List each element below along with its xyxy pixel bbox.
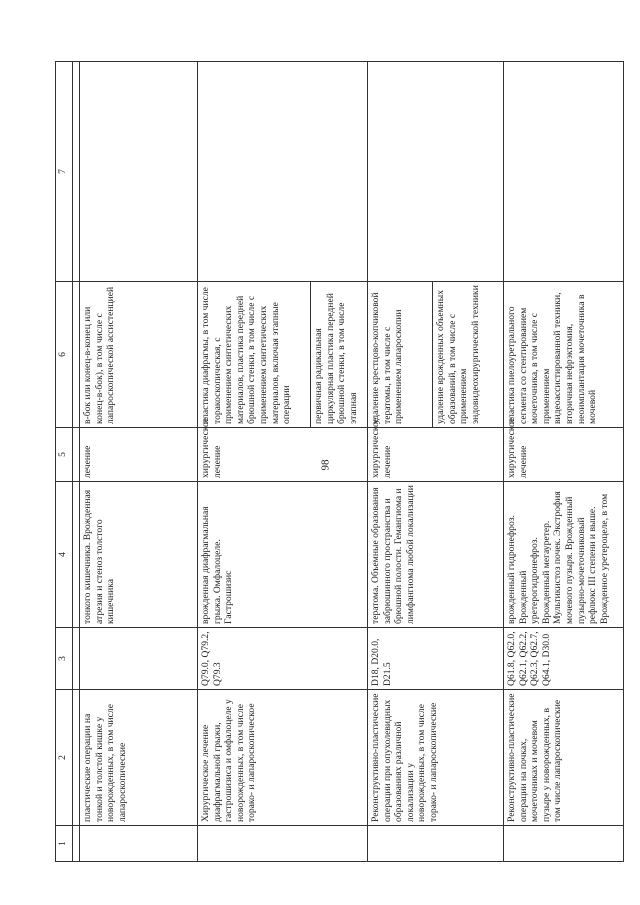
treatment-type-cell: лечение (80, 428, 198, 482)
diagnosis-cell: врожденная диафрагмальная грыжа. Омфалоцеле. Гастрошизис (198, 482, 368, 628)
diagnosis-cell: тератома. Объемные образования забрюшинного пространства и брюшной полости. Гемангиома и лимфангиома любой локализации (368, 482, 504, 628)
header-row (56, 62, 73, 862)
header-cell: 3 (56, 628, 73, 690)
treatment-type-cell: хирургическое лечение (198, 428, 368, 482)
method-cell: пластика пиелоуретрального сегмента со стентированием мочеточника, в том числе с применением видеоассистированной техники, вторичная нефрэктомия, неоимплантация мочеточника в мочевой (504, 282, 624, 428)
icd-code-cell (80, 628, 198, 690)
diagnosis-cell: врожденный гидронефроз. Врожденный уретерогидронефроз. Врожденный мегауретер. Мультикистоз почек. Экстрофия мочевого пузыря. Врожденный пузырно-мочеточниковый рефлюкс III степени и выше. Врожденное уретероцеле, в том (504, 482, 624, 628)
icd-code-cell: Q79.0, Q79.2, Q79.3 (198, 628, 368, 690)
header-cell: 2 (56, 690, 73, 826)
method-text: удаление крестцово-копчиковой тератомы, в том числе с применением лапароскопии (370, 292, 405, 424)
header-cell: 1 (56, 826, 73, 862)
diagnosis-cell: тонкого кишечника. Врожденная атрезия и стеноз толстого кишечника (80, 482, 198, 628)
page-number: 98 (319, 459, 332, 471)
method-text: первичная радикальная циркулярная пластика передней брюшной стенки, в том числе этапная (310, 282, 361, 427)
method-name-cell: Хирургическое лечение диафрагмальной грыжи, гастрошизиса и омфалоцеле у новорожденных, в том числе торако- и лапароскопическое (198, 690, 368, 826)
method-cell: в-бок или конец-в-конец или конец-в-бок), в том числе с лапароскопической ассистенцией (80, 282, 198, 428)
method-name-cell: Реконструктивно-пластические операции при опухолевидных образованиях различной локализации у новорожденных, в том числе торако- и лапароскопические (368, 690, 504, 826)
icd-code-cell: D18, D20.0, D21.5 (368, 628, 504, 690)
header-cell: 6 (56, 282, 73, 428)
table-row (368, 62, 504, 862)
rotated-table-area (55, 62, 610, 862)
method-text: удаление врожденных объемных образований, в том числе с применением эндовидеохирургической техники (432, 282, 483, 427)
header-cell: 4 (56, 482, 73, 628)
table-row (504, 62, 624, 862)
header-cell: 7 (56, 62, 73, 282)
header-cell: 5 (56, 428, 73, 482)
treatment-type-cell: хирургическое лечение (368, 428, 504, 482)
medical-procedures-table (55, 61, 624, 862)
icd-code-cell: Q61.8, Q62.0, Q62.1, Q62.2, Q62.3, Q62.7, Q64.1, D30.0 (504, 628, 624, 690)
method-cell (198, 282, 368, 428)
treatment-type-cell: хирургическое лечение (504, 428, 624, 482)
method-cell (368, 282, 504, 428)
table-row (80, 62, 198, 862)
method-name-cell: Реконструктивно-пластические операции на почках, мочеточниках и мочевом пузыре у новорожденных, в том числе лапароскопические (504, 690, 624, 826)
method-text: пластика диафрагмы, в том числе торакоскопическая, с применением синтетических материалов, пластика передней брюшной стенки, в том числе с применением синтетических материалов, включая этапные операции (200, 287, 293, 424)
table-row (198, 62, 368, 862)
method-name-cell: пластические операции на тонкой и толстой кишке у новорожденных, в том числе лапароскопические (80, 690, 198, 826)
